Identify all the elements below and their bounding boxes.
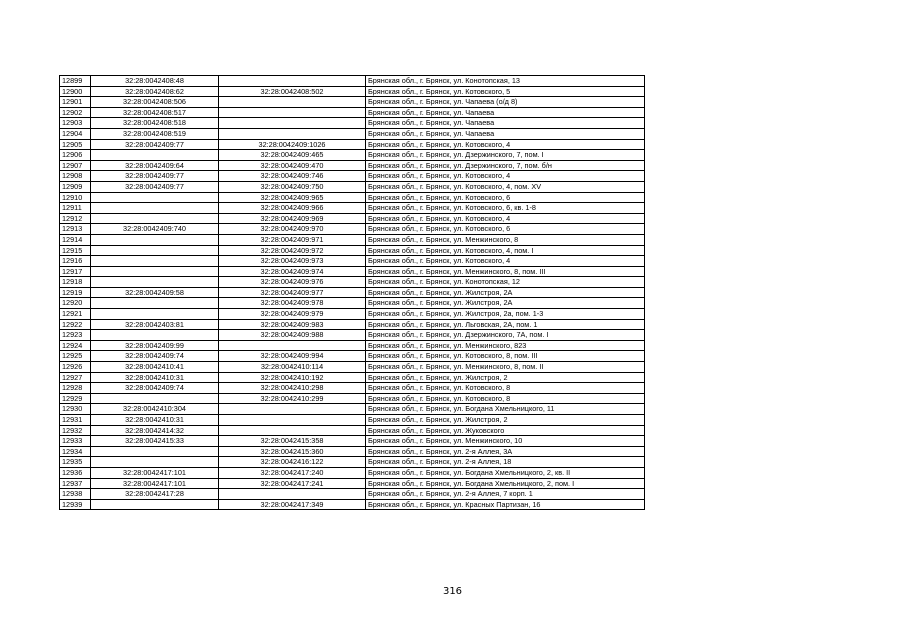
cadastral-number-cell xyxy=(91,298,219,309)
table-row xyxy=(60,499,645,510)
cadastral-number-cell xyxy=(91,203,219,214)
object-cadastral-number-cell xyxy=(219,415,366,426)
table-row xyxy=(60,245,645,256)
cadastral-number-cell: 32:28:0042409:58 xyxy=(91,287,219,298)
row-number-cell: 12913 xyxy=(60,224,91,235)
object-cadastral-number-cell: 32:28:0042409:973 xyxy=(219,256,366,267)
address-cell: Брянская обл., г. Брянск, ул. Котовского, 6, кв. 1-8 xyxy=(366,203,645,214)
cadastral-number-cell xyxy=(91,234,219,245)
address-cell: Брянская обл., г. Брянск, ул. Дзержинского, 7, пом. I xyxy=(366,150,645,161)
table-row xyxy=(60,107,645,118)
object-cadastral-number-cell: 32:28:0042409:978 xyxy=(219,298,366,309)
address-cell: Брянская обл., г. Брянск, ул. Чапаева xyxy=(366,107,645,118)
object-cadastral-number-cell: 32:28:0042409:972 xyxy=(219,245,366,256)
object-cadastral-number-cell: 32:28:0042417:241 xyxy=(219,478,366,489)
object-cadastral-number-cell: 32:28:0042409:976 xyxy=(219,277,366,288)
address-cell: Брянская обл., г. Брянск, ул. Жилстроя, 2 xyxy=(366,415,645,426)
cadastral-number-cell xyxy=(91,256,219,267)
address-cell: Брянская обл., г. Брянск, ул. Богдана Хмельницкого, 2, кв. II xyxy=(366,467,645,478)
cadastral-number-cell: 32:28:0042409:74 xyxy=(91,383,219,394)
table-row xyxy=(60,425,645,436)
address-cell: Брянская обл., г. Брянск, ул. Красных Партизан, 16 xyxy=(366,499,645,510)
address-cell: Брянская обл., г. Брянск, ул. Котовского, 4, пом. XV xyxy=(366,181,645,192)
table-row xyxy=(60,150,645,161)
table-row xyxy=(60,76,645,87)
object-cadastral-number-cell: 32:28:0042409:988 xyxy=(219,330,366,341)
cadastral-number-cell: 32:28:0042417:101 xyxy=(91,467,219,478)
row-number-cell: 12911 xyxy=(60,203,91,214)
row-number-cell: 12899 xyxy=(60,76,91,87)
object-cadastral-number-cell xyxy=(219,118,366,129)
cadastral-number-cell xyxy=(91,150,219,161)
table-row xyxy=(60,415,645,426)
address-cell: Брянская обл., г. Брянск, ул. Котовского, 8 xyxy=(366,393,645,404)
table-row xyxy=(60,192,645,203)
object-cadastral-number-cell: 32:28:0042409:983 xyxy=(219,319,366,330)
address-cell: Брянская обл., г. Брянск, ул. Богдана Хмельницкого, 11 xyxy=(366,404,645,415)
object-cadastral-number-cell: 32:28:0042409:969 xyxy=(219,213,366,224)
row-number-cell: 12925 xyxy=(60,351,91,362)
cadastral-number-cell: 32:28:0042410:31 xyxy=(91,372,219,383)
table-row xyxy=(60,118,645,129)
object-cadastral-number-cell xyxy=(219,425,366,436)
cadastral-number-cell: 32:28:0042409:77 xyxy=(91,139,219,150)
cadastral-number-cell xyxy=(91,245,219,256)
table-row xyxy=(60,256,645,267)
row-number-cell: 12915 xyxy=(60,245,91,256)
address-cell: Брянская обл., г. Брянск, ул. Котовского, 6 xyxy=(366,192,645,203)
object-cadastral-number-cell: 32:28:0042409:974 xyxy=(219,266,366,277)
object-cadastral-number-cell xyxy=(219,97,366,108)
cadastral-number-cell xyxy=(91,213,219,224)
address-cell: Брянская обл., г. Брянск, ул. 2-я Аллея, 3А xyxy=(366,446,645,457)
object-cadastral-number-cell: 32:28:0042409:970 xyxy=(219,224,366,235)
table-row xyxy=(60,213,645,224)
cadastral-number-cell: 32:28:0042415:33 xyxy=(91,436,219,447)
row-number-cell: 12929 xyxy=(60,393,91,404)
address-cell: Брянская обл., г. Брянск, ул. Менжинского, 823 xyxy=(366,340,645,351)
row-number-cell: 12901 xyxy=(60,97,91,108)
table-row xyxy=(60,171,645,182)
row-number-cell: 12928 xyxy=(60,383,91,394)
table-row xyxy=(60,489,645,500)
row-number-cell: 12923 xyxy=(60,330,91,341)
table-row xyxy=(60,234,645,245)
object-cadastral-number-cell xyxy=(219,107,366,118)
object-cadastral-number-cell xyxy=(219,489,366,500)
row-number-cell: 12924 xyxy=(60,340,91,351)
address-cell: Брянская обл., г. Брянск, ул. Жилстроя, 2А xyxy=(366,287,645,298)
object-cadastral-number-cell xyxy=(219,128,366,139)
address-cell: Брянская обл., г. Брянск, ул. Жилстроя, 2а, пом. 1-3 xyxy=(366,309,645,320)
cadastral-number-cell: 32:28:0042409:740 xyxy=(91,224,219,235)
table-row xyxy=(60,383,645,394)
cadastral-number-cell: 32:28:0042409:77 xyxy=(91,171,219,182)
row-number-cell: 12934 xyxy=(60,446,91,457)
table-row xyxy=(60,404,645,415)
table-row xyxy=(60,457,645,468)
table-row xyxy=(60,266,645,277)
address-cell: Брянская обл., г. Брянск, ул. Чапаева xyxy=(366,118,645,129)
address-cell: Брянская обл., г. Брянск, ул. Котовского, 8, пом. III xyxy=(366,351,645,362)
cadastral-number-cell: 32:28:0042410:31 xyxy=(91,415,219,426)
table-row xyxy=(60,319,645,330)
address-cell: Брянская обл., г. Брянск, ул. Конотопская, 13 xyxy=(366,76,645,87)
row-number-cell: 12902 xyxy=(60,107,91,118)
object-cadastral-number-cell: 32:28:0042409:966 xyxy=(219,203,366,214)
cadastral-number-cell xyxy=(91,266,219,277)
address-cell: Брянская обл., г. Брянск, ул. Конотопская, 12 xyxy=(366,277,645,288)
row-number-cell: 12916 xyxy=(60,256,91,267)
address-cell: Брянская обл., г. Брянск, ул. Жилстроя, 2А xyxy=(366,298,645,309)
cadastral-number-cell: 32:28:0042408:517 xyxy=(91,107,219,118)
object-cadastral-number-cell: 32:28:0042410:298 xyxy=(219,383,366,394)
table-row xyxy=(60,330,645,341)
cadastral-number-cell: 32:28:0042410:304 xyxy=(91,404,219,415)
cadastral-number-cell xyxy=(91,499,219,510)
address-cell: Брянская обл., г. Брянск, ул. Дзержинского, 7А, пом. I xyxy=(366,330,645,341)
table-row xyxy=(60,298,645,309)
address-cell: Брянская обл., г. Брянск, ул. Котовского, 8 xyxy=(366,383,645,394)
row-number-cell: 12908 xyxy=(60,171,91,182)
cadastral-number-cell xyxy=(91,446,219,457)
object-cadastral-number-cell: 32:28:0042409:470 xyxy=(219,160,366,171)
row-number-cell: 12920 xyxy=(60,298,91,309)
row-number-cell: 12918 xyxy=(60,277,91,288)
address-cell: Брянская обл., г. Брянск, ул. Котовского, 4, пом. I xyxy=(366,245,645,256)
table-row xyxy=(60,287,645,298)
cadastral-number-cell: 32:28:0042403:81 xyxy=(91,319,219,330)
table-row xyxy=(60,181,645,192)
row-number-cell: 12906 xyxy=(60,150,91,161)
address-cell: Брянская обл., г. Брянск, ул. Котовского, 4 xyxy=(366,256,645,267)
table-row xyxy=(60,139,645,150)
object-cadastral-number-cell: 32:28:0042409:465 xyxy=(219,150,366,161)
object-cadastral-number-cell: 32:28:0042410:114 xyxy=(219,362,366,373)
row-number-cell: 12919 xyxy=(60,287,91,298)
object-cadastral-number-cell xyxy=(219,340,366,351)
row-number-cell: 12907 xyxy=(60,160,91,171)
address-cell: Брянская обл., г. Брянск, ул. Котовского, 4 xyxy=(366,139,645,150)
object-cadastral-number-cell: 32:28:0042409:971 xyxy=(219,234,366,245)
address-cell: Брянская обл., г. Брянск, ул. Менжинского, 10 xyxy=(366,436,645,447)
object-cadastral-number-cell: 32:28:0042409:979 xyxy=(219,309,366,320)
row-number-cell: 12935 xyxy=(60,457,91,468)
object-cadastral-number-cell: 32:28:0042409:1026 xyxy=(219,139,366,150)
row-number-cell: 12931 xyxy=(60,415,91,426)
cadastral-number-cell: 32:28:0042408:506 xyxy=(91,97,219,108)
row-number-cell: 12926 xyxy=(60,362,91,373)
row-number-cell: 12914 xyxy=(60,234,91,245)
row-number-cell: 12922 xyxy=(60,319,91,330)
table-row xyxy=(60,478,645,489)
page-number: 316 xyxy=(442,586,463,597)
registry-table xyxy=(59,75,645,510)
table-row xyxy=(60,309,645,320)
cadastral-number-cell: 32:28:0042417:28 xyxy=(91,489,219,500)
table-row xyxy=(60,467,645,478)
table-row xyxy=(60,128,645,139)
object-cadastral-number-cell: 32:28:0042410:299 xyxy=(219,393,366,404)
address-cell: Брянская обл., г. Брянск, ул. 2-я Аллея, 18 xyxy=(366,457,645,468)
cadastral-number-cell: 32:28:0042409:77 xyxy=(91,181,219,192)
object-cadastral-number-cell: 32:28:0042408:502 xyxy=(219,86,366,97)
cadastral-number-cell xyxy=(91,330,219,341)
row-number-cell: 12937 xyxy=(60,478,91,489)
object-cadastral-number-cell: 32:28:0042409:994 xyxy=(219,351,366,362)
cadastral-number-cell: 32:28:0042408:62 xyxy=(91,86,219,97)
table-row xyxy=(60,393,645,404)
row-number-cell: 12910 xyxy=(60,192,91,203)
row-number-cell: 12909 xyxy=(60,181,91,192)
address-cell: Брянская обл., г. Брянск, ул. Богдана Хмельницкого, 2, пом. I xyxy=(366,478,645,489)
row-number-cell: 12939 xyxy=(60,499,91,510)
table-row xyxy=(60,97,645,108)
object-cadastral-number-cell: 32:28:0042409:965 xyxy=(219,192,366,203)
table-row xyxy=(60,203,645,214)
address-cell: Брянская обл., г. Брянск, ул. Менжинского, 8 xyxy=(366,234,645,245)
object-cadastral-number-cell xyxy=(219,76,366,87)
address-cell: Брянская обл., г. Брянск, ул. 2-я Аллея, 7 корп. 1 xyxy=(366,489,645,500)
cadastral-number-cell: 32:28:0042408:518 xyxy=(91,118,219,129)
object-cadastral-number-cell: 32:28:0042409:746 xyxy=(219,171,366,182)
row-number-cell: 12917 xyxy=(60,266,91,277)
row-number-cell: 12930 xyxy=(60,404,91,415)
row-number-cell: 12938 xyxy=(60,489,91,500)
row-number-cell: 12936 xyxy=(60,467,91,478)
cadastral-number-cell xyxy=(91,457,219,468)
address-cell: Брянская обл., г. Брянск, ул. Котовского, 4 xyxy=(366,171,645,182)
table-row xyxy=(60,436,645,447)
cadastral-number-cell xyxy=(91,192,219,203)
row-number-cell: 12933 xyxy=(60,436,91,447)
address-cell: Брянская обл., г. Брянск, ул. Менжинского, 8, пом. III xyxy=(366,266,645,277)
object-cadastral-number-cell: 32:28:0042416:122 xyxy=(219,457,366,468)
table-row xyxy=(60,362,645,373)
object-cadastral-number-cell: 32:28:0042417:349 xyxy=(219,499,366,510)
cadastral-number-cell xyxy=(91,393,219,404)
object-cadastral-number-cell: 32:28:0042417:240 xyxy=(219,467,366,478)
table-row xyxy=(60,351,645,362)
cadastral-number-cell: 32:28:0042409:99 xyxy=(91,340,219,351)
object-cadastral-number-cell: 32:28:0042415:358 xyxy=(219,436,366,447)
cadastral-number-cell: 32:28:0042408:48 xyxy=(91,76,219,87)
table-row xyxy=(60,224,645,235)
registry-table-body xyxy=(60,76,645,510)
object-cadastral-number-cell: 32:28:0042415:360 xyxy=(219,446,366,457)
row-number-cell: 12912 xyxy=(60,213,91,224)
object-cadastral-number-cell: 32:28:0042409:977 xyxy=(219,287,366,298)
cadastral-number-cell: 32:28:0042417:101 xyxy=(91,478,219,489)
table-row xyxy=(60,277,645,288)
address-cell: Брянская обл., г. Брянск, ул. Жилстроя, 2 xyxy=(366,372,645,383)
cadastral-number-cell xyxy=(91,309,219,320)
cadastral-number-cell: 32:28:0042414:32 xyxy=(91,425,219,436)
address-cell: Брянская обл., г. Брянск, ул. Дзержинского, 7, пом. б/н xyxy=(366,160,645,171)
table-row xyxy=(60,160,645,171)
address-cell: Брянская обл., г. Брянск, ул. Льговская, 2А, пом. 1 xyxy=(366,319,645,330)
row-number-cell: 12927 xyxy=(60,372,91,383)
table-row xyxy=(60,340,645,351)
row-number-cell: 12905 xyxy=(60,139,91,150)
address-cell: Брянская обл., г. Брянск, ул. Котовского, 4 xyxy=(366,213,645,224)
row-number-cell: 12921 xyxy=(60,309,91,320)
cadastral-number-cell: 32:28:0042409:74 xyxy=(91,351,219,362)
address-cell: Брянская обл., г. Брянск, ул. Жуковского xyxy=(366,425,645,436)
address-cell: Брянская обл., г. Брянск, ул. Чапаева (о/д 8) xyxy=(366,97,645,108)
cadastral-number-cell: 32:28:0042409:64 xyxy=(91,160,219,171)
object-cadastral-number-cell: 32:28:0042409:750 xyxy=(219,181,366,192)
row-number-cell: 12900 xyxy=(60,86,91,97)
row-number-cell: 12904 xyxy=(60,128,91,139)
cadastral-number-cell: 32:28:0042408:519 xyxy=(91,128,219,139)
address-cell: Брянская обл., г. Брянск, ул. Менжинского, 8, пом. II xyxy=(366,362,645,373)
address-cell: Брянская обл., г. Брянск, ул. Котовского, 6 xyxy=(366,224,645,235)
object-cadastral-number-cell xyxy=(219,404,366,415)
cadastral-number-cell: 32:28:0042410:41 xyxy=(91,362,219,373)
cadastral-number-cell xyxy=(91,277,219,288)
table-row xyxy=(60,446,645,457)
object-cadastral-number-cell: 32:28:0042410:192 xyxy=(219,372,366,383)
address-cell: Брянская обл., г. Брянск, ул. Чапаева xyxy=(366,128,645,139)
row-number-cell: 12932 xyxy=(60,425,91,436)
address-cell: Брянская обл., г. Брянск, ул. Котовского, 5 xyxy=(366,86,645,97)
row-number-cell: 12903 xyxy=(60,118,91,129)
table-row xyxy=(60,86,645,97)
table-row xyxy=(60,372,645,383)
